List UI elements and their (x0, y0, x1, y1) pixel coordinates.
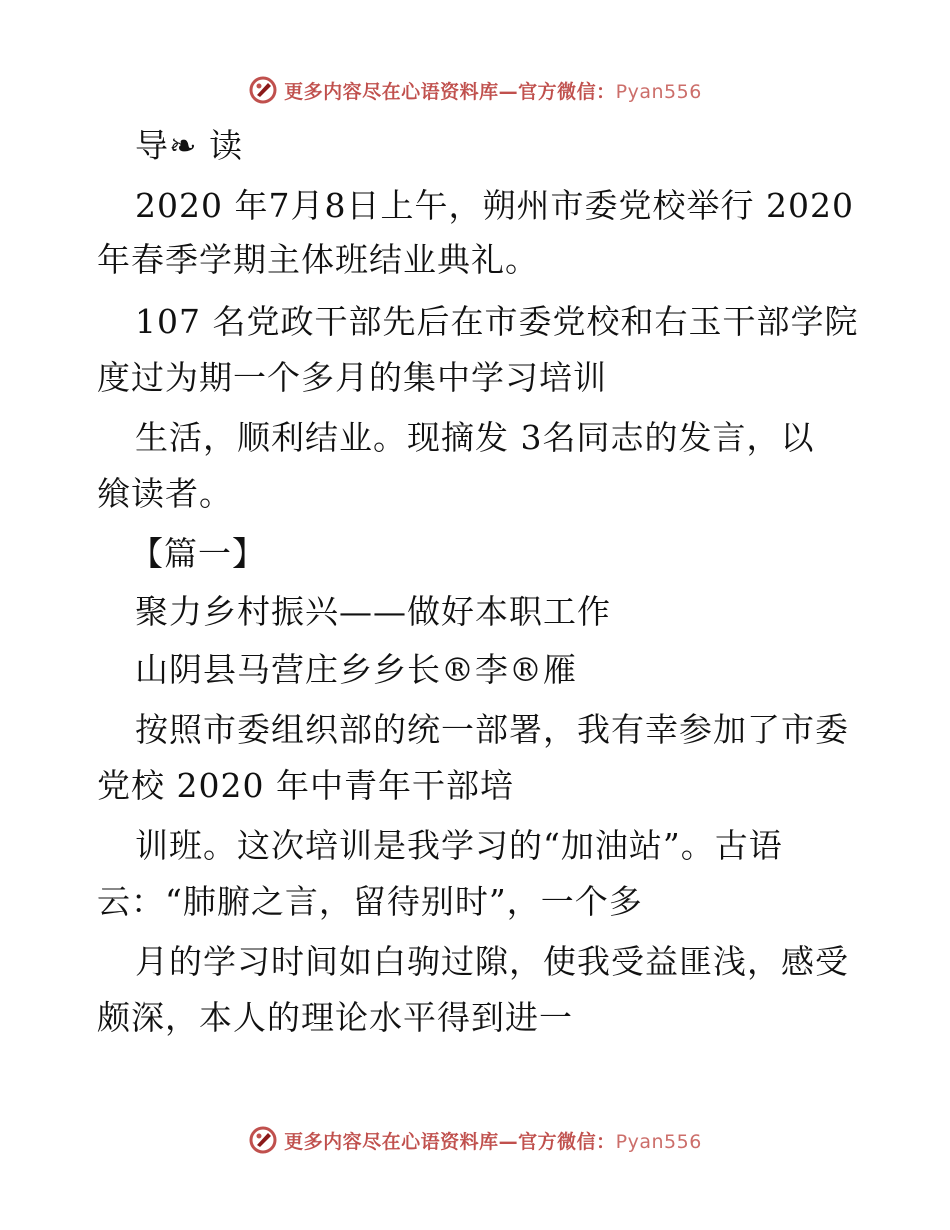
logo-icon (248, 1125, 278, 1155)
paragraph-line: 飨读者。 (97, 474, 233, 513)
paragraph-line: 年春季学期主体班结业典礼。 (97, 240, 539, 279)
paragraph-line: 按照市委组织部的统一部署，我有幸参加了市委 (135, 710, 849, 749)
paragraph-line: 度过为期一个多月的集中学习培训 (97, 358, 607, 397)
paragraph-line: 2020 年7月8日上午，朔州市委党校举行 2020 (135, 186, 854, 225)
section-title: 【篇一】 (130, 534, 266, 573)
footer-watermark (0, 1120, 950, 1160)
article-title: 聚力乡村振兴——做好本职工作 (135, 592, 611, 631)
watermark-text (284, 1127, 702, 1154)
watermark-id: Pyan556 (615, 1130, 702, 1153)
paragraph-line: 党校 2020 年中青年干部培 (97, 766, 514, 805)
watermark-id: Pyan556 (615, 80, 702, 103)
paragraph-line: 生活，顺利结业。现摘发 3名同志的发言，以 (135, 418, 815, 457)
paragraph-line: 月的学习时间如白驹过隙，使我受益匪浅，感受 (135, 942, 849, 981)
paragraph-line: 云：“肺腑之言，留待别时”，一个多 (97, 882, 643, 921)
watermark-label: 更多内容尽在心语资料库—官方微信： (284, 80, 616, 103)
paragraph-line: 107 名党政干部先后在市委党校和右玉干部学院 (135, 302, 859, 341)
paragraph-line: 颇深，本人的理论水平得到进一 (97, 998, 573, 1037)
article-author: 山阴县马营庄乡乡长®李®雁 (135, 650, 577, 689)
heading-daodu: 导❧ 读 (135, 126, 244, 165)
paragraph-line: 训班。这次培训是我学习的“加油站”。古语 (135, 826, 783, 865)
watermark-label: 更多内容尽在心语资料库—官方微信： (284, 1130, 616, 1153)
